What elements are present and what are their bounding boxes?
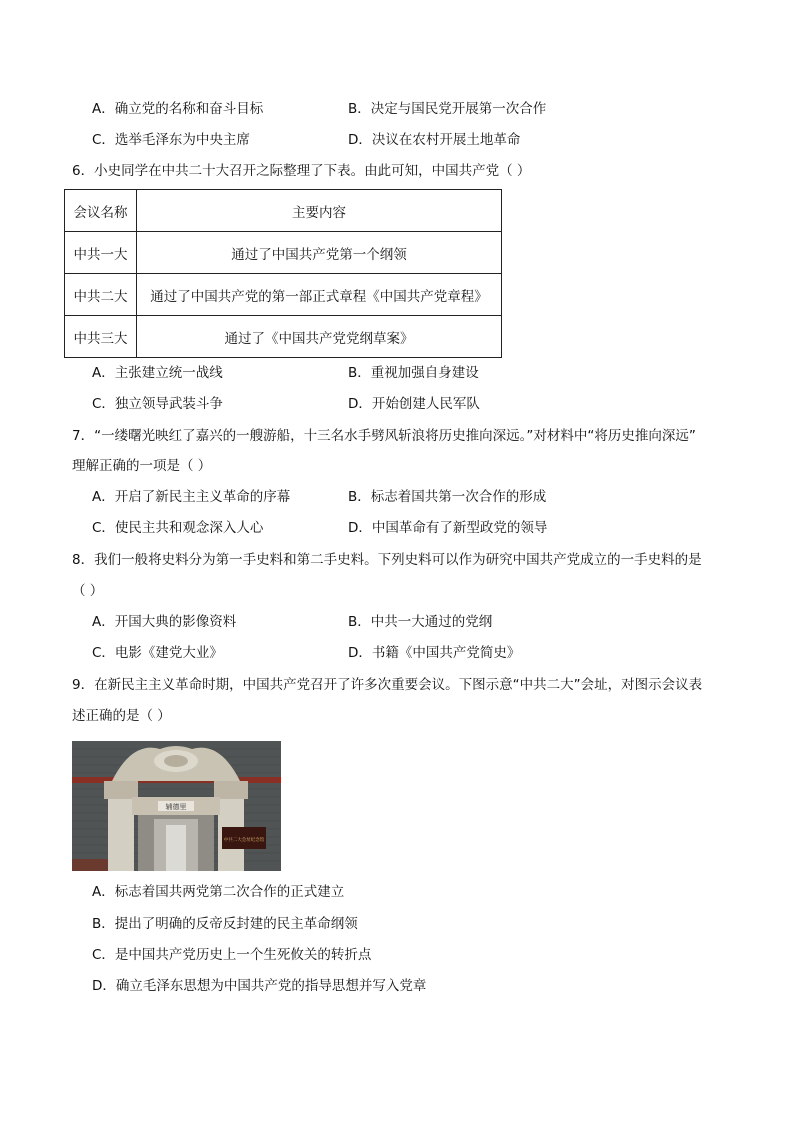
- memorial-sign-text: 中共二大会址纪念馆: [223, 838, 265, 843]
- q6-stem: 6．小史同学在中共二十大召开之际整理了下表。由此可知，中国共产党（ ）: [72, 163, 531, 179]
- table-cell: 通过了中国共产党第一个纲领: [137, 232, 502, 274]
- q5-option-a[interactable]: A．确立党的名称和奋斗目标: [92, 101, 264, 117]
- q9-option-b[interactable]: B．提出了明确的反帝反封建的民主革命纲领: [92, 916, 358, 932]
- q6-option-d[interactable]: D．开始创建人民军队: [348, 396, 480, 412]
- q7-option-c[interactable]: C．使民主共和观念深入人心: [92, 520, 264, 536]
- q9-stem-line2: 述正确的是（ ）: [72, 708, 171, 724]
- table-row: [65, 232, 502, 274]
- q7-option-a[interactable]: A．开启了新民主主义革命的序幕: [92, 489, 291, 505]
- q9-option-c[interactable]: C．是中国共产党历史上一个生死攸关的转折点: [92, 947, 372, 963]
- q7-stem-line1: 7．“一缕曙光映红了嘉兴的一艘游船，十三名水手劈风斩浪将历史推向深远。”对材料中“将历史推向深远”: [72, 428, 696, 444]
- q6-table: [64, 189, 502, 358]
- q7-stem-line2: 理解正确的一项是（ ）: [72, 458, 212, 474]
- q8-stem-line1: 8．我们一般将史料分为第一手史料和第二手史料。下列史料可以作为研究中国共产党成立的一手史料的是: [72, 552, 702, 568]
- table-header-row: [65, 190, 502, 232]
- table-row: [65, 316, 502, 358]
- q8-option-c[interactable]: C．电影《建党大业》: [92, 645, 223, 661]
- q9-option-a[interactable]: A．标志着国共两党第二次合作的正式建立: [92, 884, 345, 900]
- q9-option-d[interactable]: D．确立毛泽东思想为中国共产党的指导思想并写入党章: [92, 978, 427, 994]
- q5-option-b[interactable]: B．决定与国民党开展第一次合作: [348, 101, 547, 117]
- q5-option-c[interactable]: C．选举毛泽东为中央主席: [92, 132, 250, 148]
- table-cell: 通过了《中国共产党党纲草案》: [137, 316, 502, 358]
- q6-option-b[interactable]: B．重视加强自身建设: [348, 365, 479, 381]
- q7-option-d[interactable]: D．中国革命有了新型政党的领导: [348, 520, 548, 536]
- table-row: [65, 274, 502, 316]
- q9-stem-line1: 9．在新民主主义革命时期，中国共产党召开了许多次重要会议。下图示意“中共二大”会址，对图示会议表: [72, 677, 703, 693]
- table-cell: 中共三大: [65, 316, 137, 358]
- q5-option-d[interactable]: D．决议在农村开展土地革命: [348, 132, 521, 148]
- q8-stem-line2: （ ）: [72, 583, 104, 599]
- q7-option-b[interactable]: B．标志着国共第一次合作的形成: [348, 489, 547, 505]
- plaque-text: 辅德里: [165, 803, 187, 811]
- table-cell: 中共二大: [65, 274, 137, 316]
- table-cell: 通过了中国共产党的第一部正式章程《中国共产党章程》: [137, 274, 502, 316]
- q6-option-c[interactable]: C．独立领导武装斗争: [92, 396, 223, 412]
- table-header-cell: 主要内容: [137, 190, 502, 232]
- table-header-cell: 会议名称: [65, 190, 137, 232]
- meeting-site-photo: [72, 741, 281, 871]
- q8-option-b[interactable]: B．中共一大通过的党纲: [348, 614, 493, 630]
- q8-option-a[interactable]: A．开国大典的影像资料: [92, 614, 237, 630]
- q6-option-a[interactable]: A．主张建立统一战线: [92, 365, 223, 381]
- q8-option-d[interactable]: D．书籍《中国共产党简史》: [348, 645, 521, 661]
- table-cell: 中共一大: [65, 232, 137, 274]
